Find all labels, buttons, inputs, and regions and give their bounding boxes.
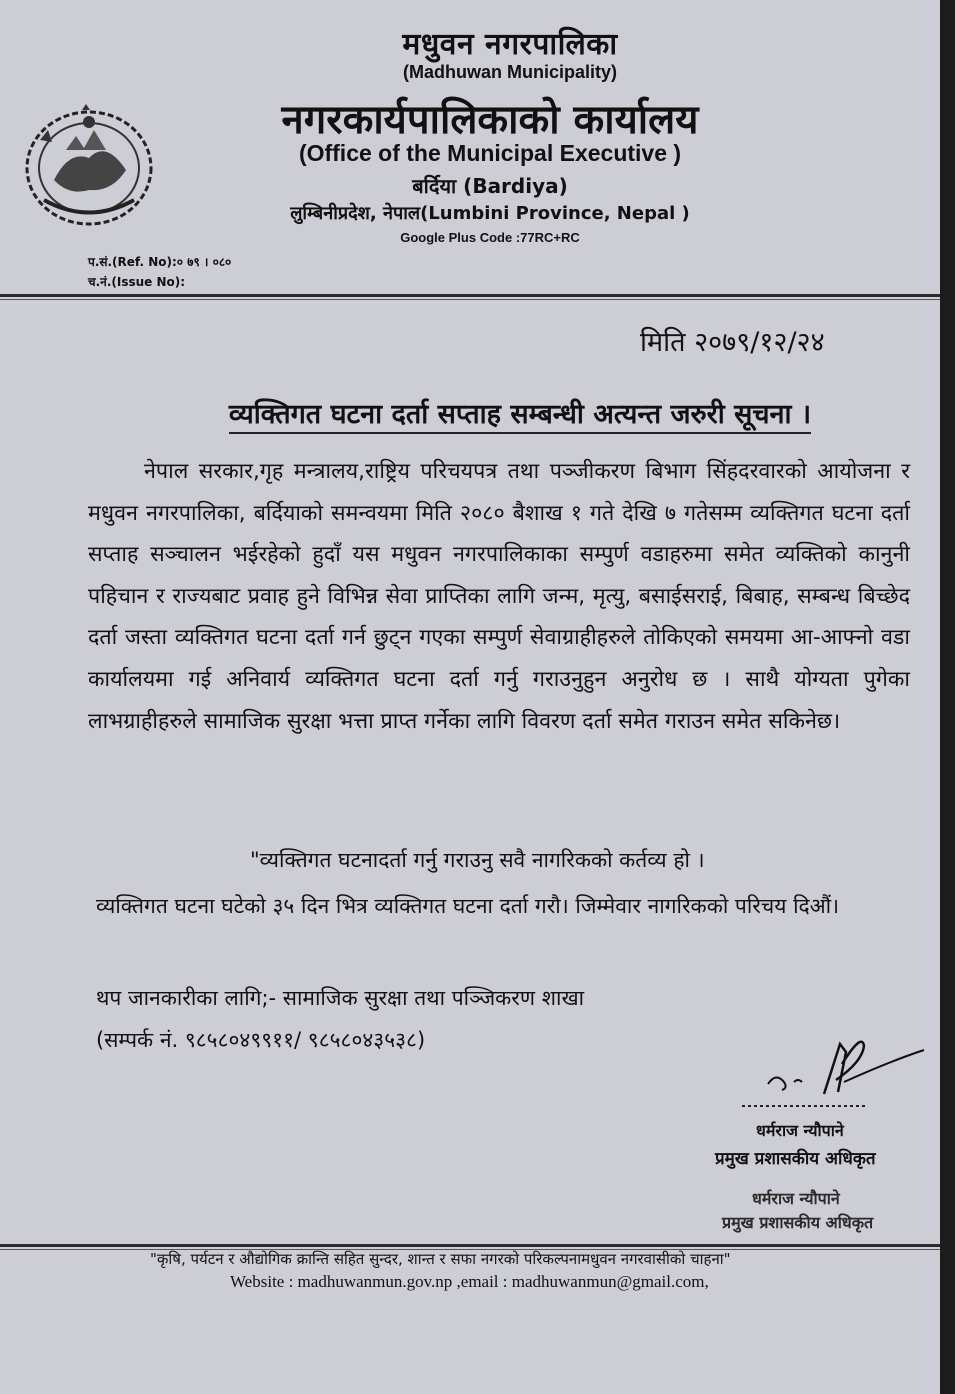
quote-line-2: व्यक्तिगत घटना घटेको ३५ दिन भित्र व्यक्तिगत घटना दर्ता गरौ। जिम्मेवार नागरिकको परिचय दिऔं।: [96, 894, 840, 918]
quote-line-1: "व्यक्तिगत घटनादर्ता गर्नु गराउनु सवै नागरिकको कर्तव्य हो ।: [250, 848, 705, 872]
reference-number: प.सं.(Ref. No):० ७९ । ०८०: [88, 255, 232, 269]
municipality-name-np: मधुवन नगरपालिका: [402, 27, 618, 62]
notice-title-text: व्यक्तिगत घटना दर्ता सप्ताह सम्बन्धी अत्यन्त जरुरी सूचना ।: [229, 399, 811, 434]
plus-code: Google Plus Code :77RC+RC: [400, 230, 580, 245]
stamp-name: धर्मराज न्यौपाने: [752, 1189, 840, 1208]
district-name: बर्दिया (Bardiya): [412, 174, 568, 198]
notice-body: नेपाल सरकार,गृह मन्त्रालय,राष्ट्रिय परिचयपत्र तथा पञ्जीकरण बिभाग सिंहदरवारको आयोजना र मधुवन नगरपालिका, बर्दियाको समन्वयमा मिति २०८० बैशाख १ गते देखि ७ गतेसम्म व्यक्तिगत घटना दर्ता सप्ताह सञ्चालन भईरहेको हुदाँ यस मधुवन नगरपालिकाका सम्पुर्ण वडाहरुमा समेत व्यक्तिको कानुनी पहिचान र राज्यबाट प्रवाह हुने विभिन्न सेवा प्राप्तिका लागि जन्म, मृत्यु, बसाईसराई, बिबाह, सम्बन्ध बिच्छेद दर्ता जस्ता व्यक्तिगत घटना दर्ता गर्न छुट्न गएका सम्पुर्ण सेवाग्राहीहरुले तोकिएको समयमा आ-आफ्नो वडा कार्यालयमा गई अनिवार्य व्यक्तिगत घटना दर्ता गर्नु गराउनुहुन अनुरोध छ । साथै योग्यता पुगेका लाभग्राहीहरुले सामाजिक सुरक्षा भत्ता प्राप्त गर्नेका लागि विवरण दर्ता समेत गराउन समेत सकिनेछ।: [88, 459, 910, 734]
handwritten-signature: [738, 1022, 928, 1117]
footer-website: Website : madhuwanmun.gov.np ,email : madhuwanmun@gmail.com,: [230, 1272, 709, 1291]
notice-date: मिति २०७९/१२/२४: [640, 327, 825, 358]
signatory-name: धर्मराज न्यौपाने: [756, 1121, 844, 1140]
notice-title: [100, 394, 940, 431]
province-name: लुम्बिनीप्रदेश, नेपाल(Lumbini Province, Nepal ): [290, 203, 690, 224]
office-name-np: नगरकार्यपालिकाको कार्यालय: [281, 97, 699, 143]
issue-number: च.नं.(Issue No):: [88, 275, 186, 289]
office-name-en: (Office of the Municipal Executive ): [298, 140, 682, 166]
contact-numbers: (सम्पर्क नं. ९८५८०४९९११/ ९८५८०४३५३८): [96, 1028, 426, 1052]
header-divider: [0, 294, 940, 297]
footer-slogan: "कृषि, पर्यटन र औद्योगिक क्रान्ति सहित सुन्दर, शान्त र सफा नगरको परिकल्पनामधुवन नगरवासीको चाहना": [150, 1250, 731, 1268]
more-info-line: थप जानकारीका लागि;- सामाजिक सुरक्षा तथा पञ्जिकरण शाखा: [96, 986, 585, 1010]
signatory-designation: प्रमुख प्रशासकीय अधिकृत: [715, 1149, 876, 1169]
footer-divider: [0, 1244, 940, 1247]
municipality-name-en: (Madhuwan Municipality): [403, 62, 617, 82]
header-divider-thin: [0, 299, 940, 300]
stamp-designation: प्रमुख प्रशासकीय अधिकृत: [722, 1213, 874, 1232]
